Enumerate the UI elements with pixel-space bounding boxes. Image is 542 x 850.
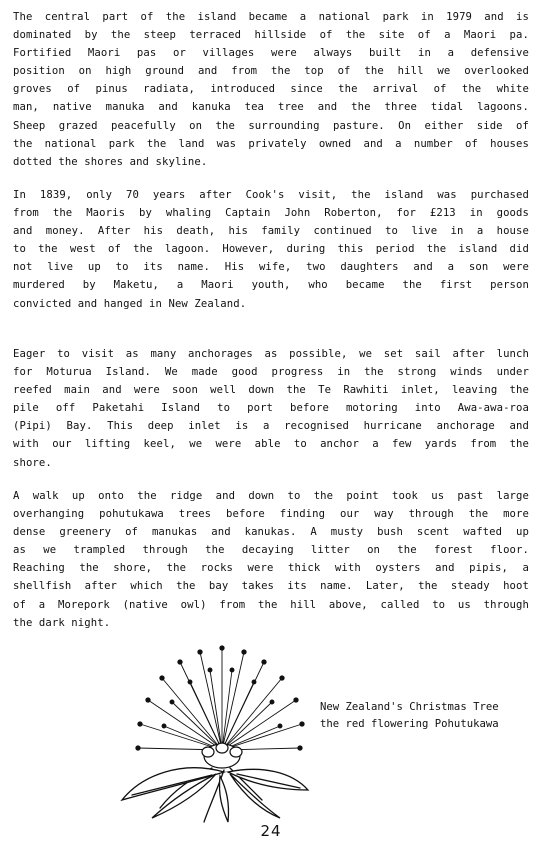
text-line: the dark night. xyxy=(13,616,111,629)
text-line: murdered by Maketu, a Maori youth, who became the first person xyxy=(13,279,529,292)
text-line: reefed main and were soon well down the Te Rawhiti inlet, leaving the xyxy=(13,384,529,397)
text-line: not live up to its name. His wife, two daughters and a son were xyxy=(13,261,529,274)
text-line: Eager to visit as many anchorages as possible, we set sail after lunch xyxy=(13,348,529,360)
text-line: the national park the land was privately owned and a number of houses xyxy=(13,137,529,150)
text-line: dominated by the steep terraced hillside of the site of a Maori pa. xyxy=(13,29,529,42)
text-line: In 1839, only 70 years after Cook's visit, the island was purchased xyxy=(13,189,529,201)
text-line: and money. After his death, his family continued to live in a house xyxy=(13,225,529,238)
text-line: convicted and hanged in New Zealand. xyxy=(13,297,247,310)
text-line: Sheep grazed peacefully on the surrounding pasture. On either side of xyxy=(13,119,529,132)
caption-line-2: the red flowering Pohutukawa xyxy=(320,718,499,730)
text-line: overhanging pohutukawa trees before finding our way through the more xyxy=(13,508,529,521)
paragraph-ridge-walk xyxy=(13,487,529,632)
text-line: shellfish after which the bay takes its name. Later, the steady hoot xyxy=(13,580,529,593)
text-line: groves of pinus radiata, introduced since the arrival of the white xyxy=(13,83,529,96)
paragraph-national-park xyxy=(13,8,529,171)
page-number: 24 xyxy=(260,822,282,840)
text-line: A walk up onto the ridge and down to the point took us past large xyxy=(13,490,529,502)
text-line: with our lifting keel, we were able to anchor a few yards from the xyxy=(13,438,529,451)
illustration-caption xyxy=(320,699,535,733)
paragraph-moturua-sail xyxy=(13,345,529,472)
caption-line-1: New Zealand's Christmas Tree xyxy=(320,701,499,713)
text-line: Fortified Maori pas or villages were always built in a defensive xyxy=(13,47,529,60)
text-line: dotted the shores and skyline. xyxy=(13,155,208,168)
text-line: of a Morepork (native owl) from the hill above, called to us through xyxy=(13,598,529,611)
text-line: as we trampled through the decaying litter on the forest floor. xyxy=(13,544,529,557)
text-line: to the west of the lagoon. However, during this period the island did xyxy=(13,243,529,256)
text-line: pile off Paketahi Island to port before motoring into Awa-awa-roa xyxy=(13,402,529,415)
text-line: Reaching the shore, the rocks were thick with oysters and pipis, a xyxy=(13,562,529,575)
pohutukawa-flower-illustration xyxy=(112,640,312,825)
text-line: The central part of the island became a national park in 1979 and is xyxy=(13,11,529,23)
paragraph-island-history xyxy=(13,186,529,313)
text-line: from the Maoris by whaling Captain John Roberton, for £213 in goods xyxy=(13,207,529,220)
text-line: shore. xyxy=(13,456,52,469)
text-line: man, native manuka and kanuka tea tree and the three tidal lagoons. xyxy=(13,101,529,114)
text-line: for Moturua Island. We made good progress in the strong winds under xyxy=(13,366,529,379)
text-line: position on high ground and from the top of the hill we overlooked xyxy=(13,65,529,78)
text-line: dense greenery of manukas and kanukas. A musty bush scent wafted up xyxy=(13,526,529,539)
text-line: (Pipi) Bay. This deep inlet is a recognised hurricane anchorage and xyxy=(13,420,529,433)
